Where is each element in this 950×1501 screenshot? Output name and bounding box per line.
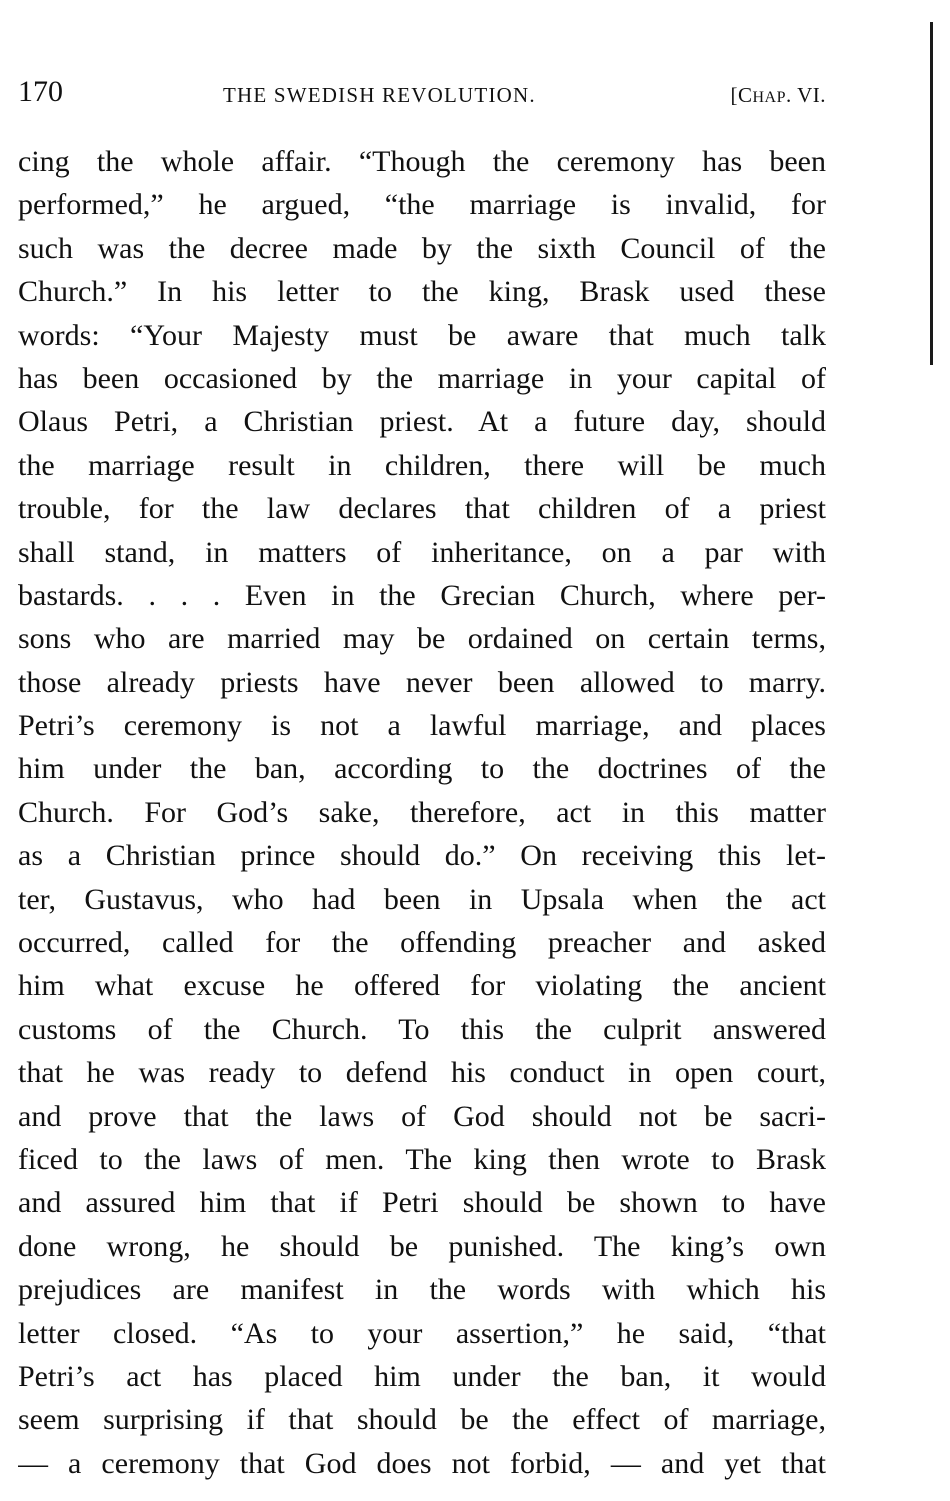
text-line: such was the decree made by the sixth Council of the: [18, 231, 826, 265]
running-title: THE SWEDISH REVOLUTION.: [223, 83, 536, 107]
text-line: and assured him that if Petri should be shown to have: [18, 1186, 826, 1220]
chapter-open: [C: [730, 83, 753, 107]
text-line: ter, Gustavus, who had been in Upsala when the act: [18, 882, 826, 916]
text-line: trouble, for the law declares that children of a priest: [18, 492, 826, 526]
body-text: [18, 140, 826, 1485]
text-line: the marriage result in children, there will be much: [18, 448, 826, 482]
text-line: letter closed. “As to your assertion,” he said, “that: [18, 1316, 826, 1350]
text-line: prejudices are manifest in the words with which his: [18, 1273, 826, 1307]
text-line: seem surprising if that should be the effect of marriage,: [18, 1403, 826, 1437]
chapter-mark: [730, 80, 826, 113]
text-line: occurred, called for the offending preacher and asked: [18, 926, 826, 960]
page-number: 170: [18, 75, 63, 108]
text-line: him what excuse he offered for violating the ancient: [18, 969, 826, 1003]
text-line: ficed to the laws of men. The king then wrote to Brask: [18, 1142, 826, 1176]
text-line: sons who are married may be ordained on certain terms,: [18, 622, 826, 656]
text-line: as a Christian prince should do.” On receiving this let-: [18, 839, 826, 873]
text-line: Olaus Petri, a Christian priest. At a future day, should: [18, 405, 826, 439]
text-line: Church.” In his letter to the king, Brask used these: [18, 275, 826, 309]
text-line: those already priests have never been allowed to marry.: [18, 665, 826, 699]
text-line: Petri’s act has placed him under the ban, it would: [18, 1359, 826, 1393]
text-line: shall stand, in matters of inheritance, on a par with: [18, 535, 826, 569]
text-line: Church. For God’s sake, therefore, act in this matter: [18, 795, 826, 829]
running-head: [18, 70, 826, 114]
chapter-rest: . VI.: [785, 83, 826, 107]
text-line: — a ceremony that God does not forbid, — and yet that: [18, 1446, 826, 1480]
chapter-smallcaps: HAP: [752, 89, 786, 106]
text-line: Petri’s ceremony is not a lawful marriage, and places: [18, 709, 826, 743]
text-line: done wrong, he should be punished. The king’s own: [18, 1229, 826, 1263]
text-line: that he was ready to defend his conduct in open court,: [18, 1056, 826, 1090]
text-line: cing the whole affair. “Though the ceremony has been: [18, 145, 826, 178]
text-line: performed,” he argued, “the marriage is invalid, for: [18, 188, 826, 222]
text-line: has been occasioned by the marriage in your capital of: [18, 361, 826, 395]
text-line: and prove that the laws of God should not be sacri-: [18, 1099, 826, 1133]
text-line: customs of the Church. To this the culprit answered: [18, 1012, 826, 1046]
text-line: words: “Your Majesty must be aware that much talk: [18, 318, 826, 352]
text-line: him under the ban, according to the doctrines of the: [18, 752, 826, 786]
page-edge-rule: [930, 22, 933, 365]
text-line: bastards. . . . Even in the Grecian Church, where per-: [18, 578, 826, 612]
